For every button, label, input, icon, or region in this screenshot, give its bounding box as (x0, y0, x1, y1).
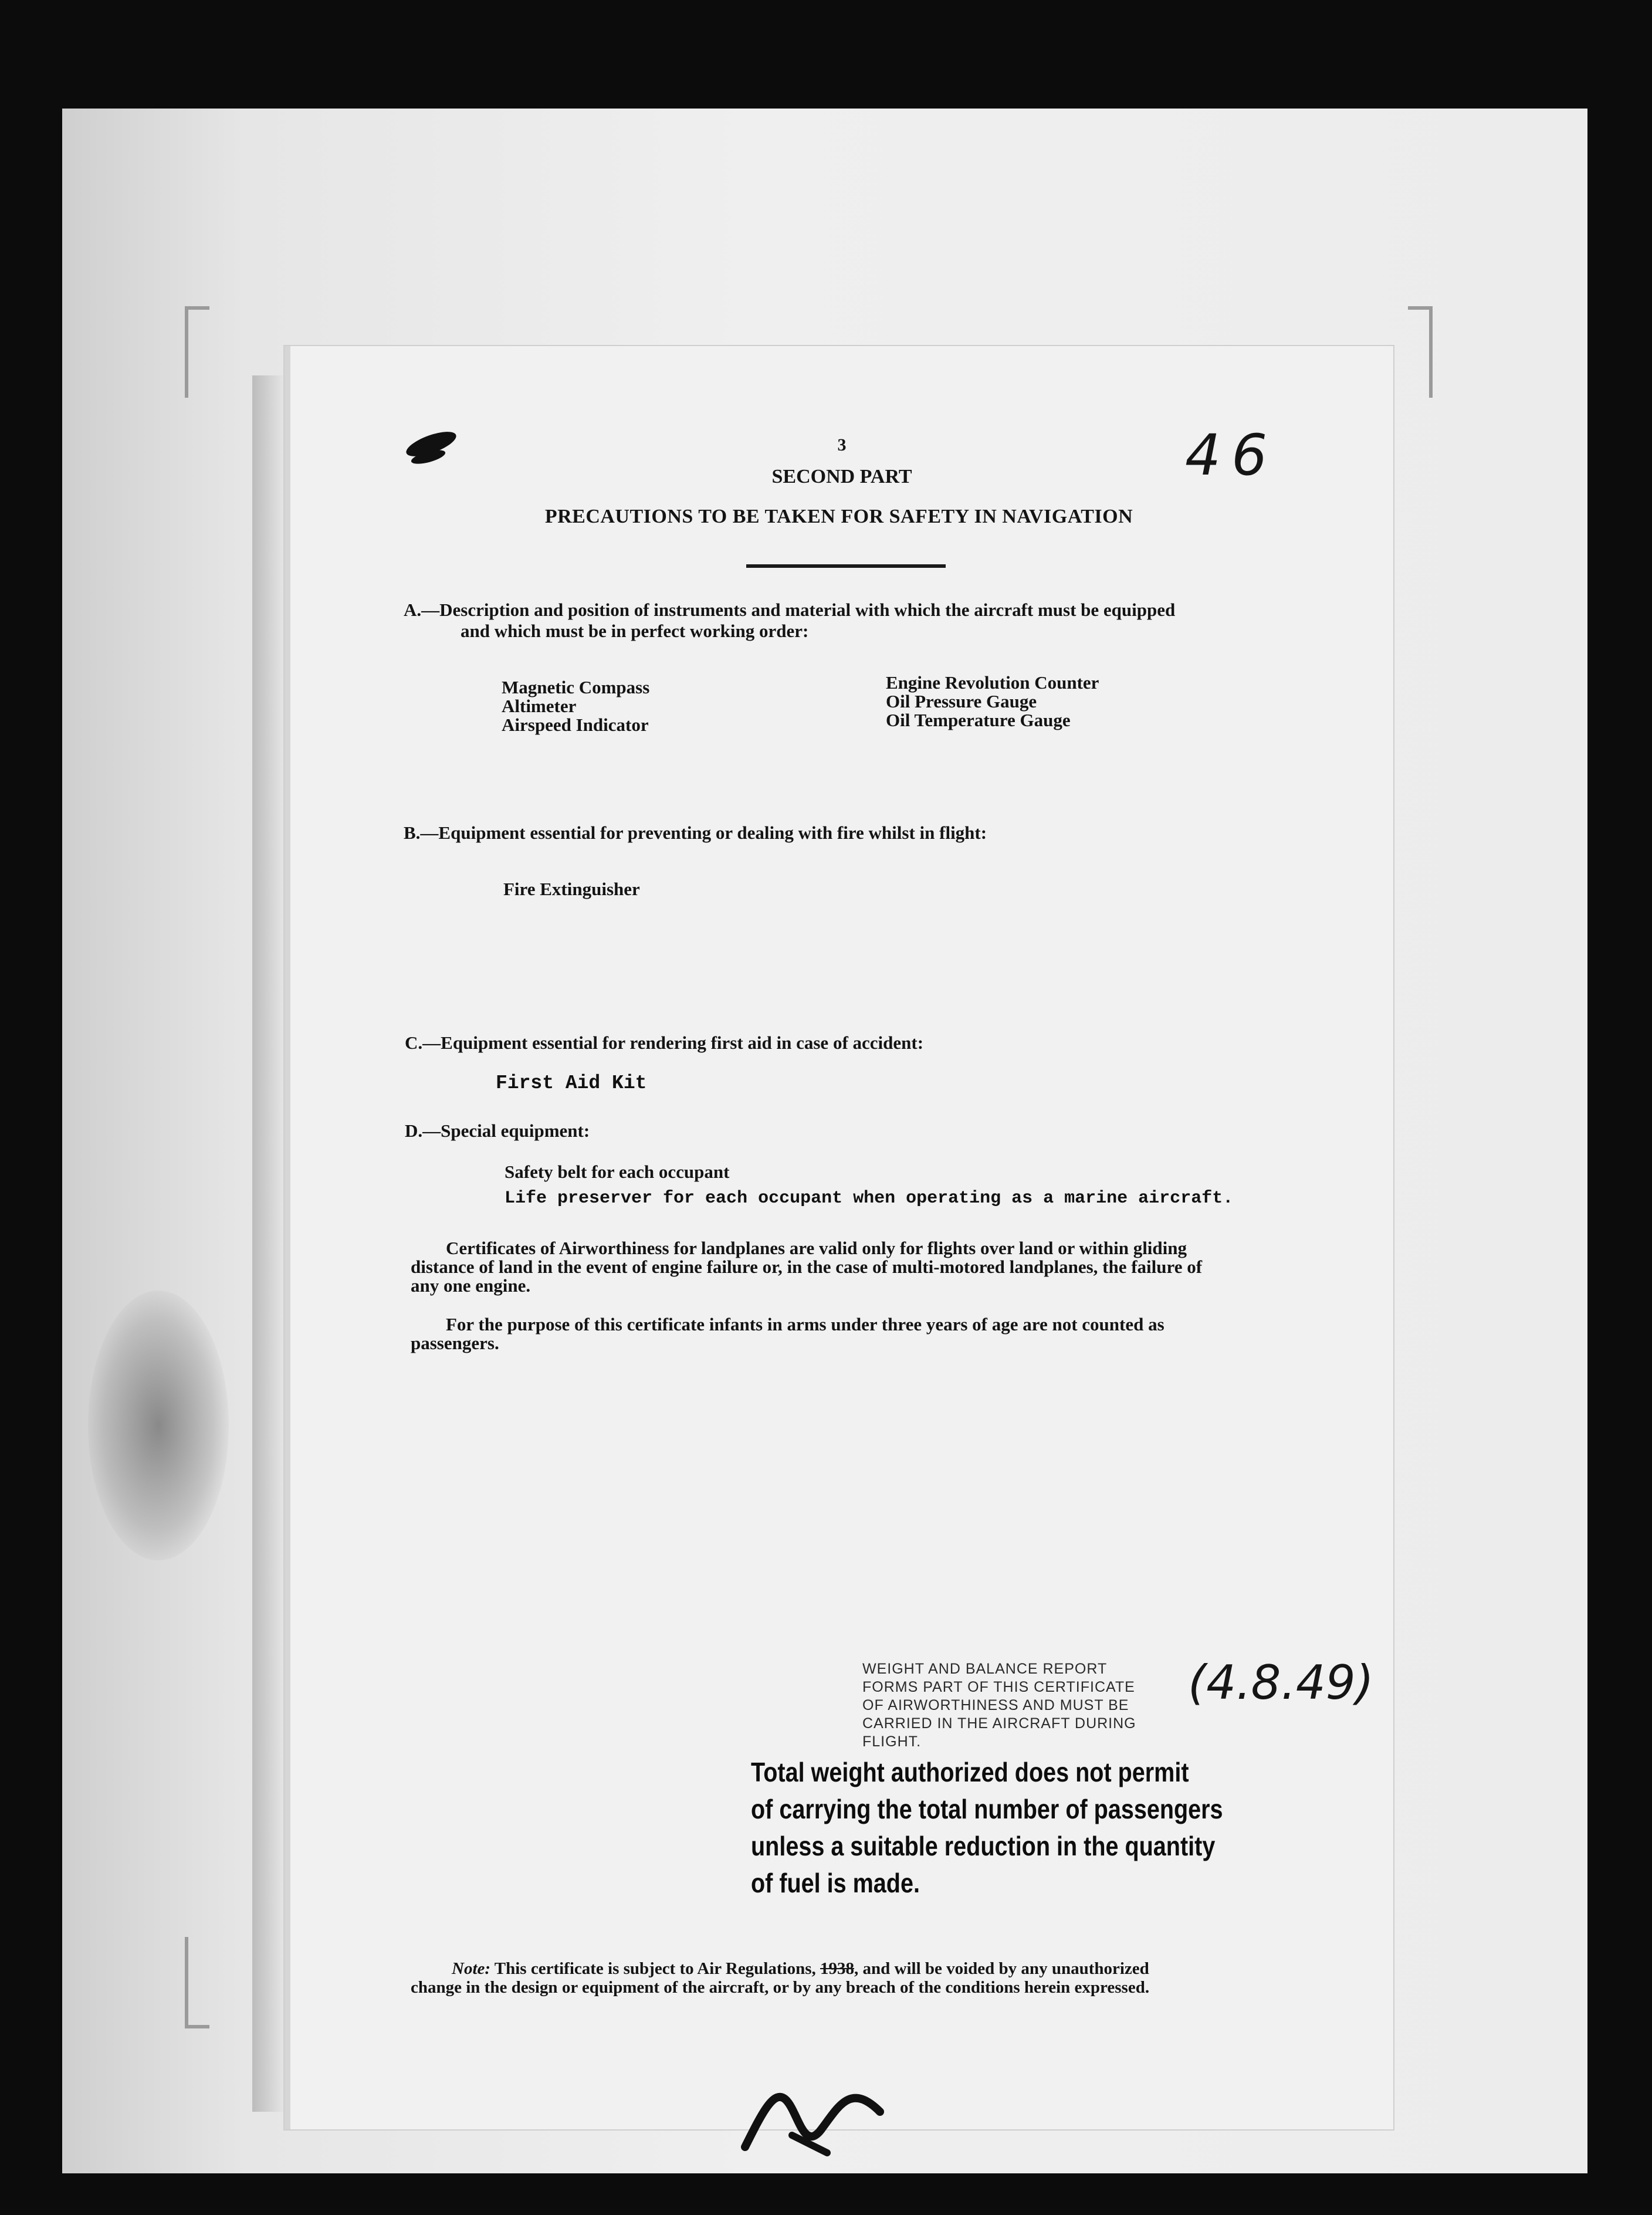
note-text (411, 1959, 1149, 1997)
page-number: 3 (837, 435, 847, 455)
instrument-item: Magnetic Compass (502, 677, 650, 697)
handwritten-date: (4.8.49) (1188, 1655, 1374, 1710)
instrument-item: Altimeter (502, 696, 577, 716)
section-c-text: C.—Equipment essential for rendering first aid in case of accident: (405, 1032, 924, 1053)
infants-paragraph-line2: passengers. (411, 1333, 499, 1353)
note-line1 (411, 1959, 1149, 1978)
stamp-line: of fuel is made. (751, 1868, 920, 1898)
landplanes-paragraph-line3: any one engine. (411, 1275, 531, 1296)
infants-paragraph-line1: For the purpose of this certificate infants in arms under three years of age are not counted as (446, 1314, 1164, 1335)
section-d-text: D.—Special equipment: (405, 1120, 590, 1141)
stamp-line: CARRIED IN THE AIRCRAFT DURING (862, 1715, 1136, 1732)
stamp-line: Total weight authorized does not permit (751, 1757, 1189, 1787)
fire-equipment-item: Fire Extinguisher (503, 879, 640, 899)
corner-bracket-top-left (185, 306, 209, 398)
landplanes-paragraph-line2: distance of land in the event of engine failure or, in the case of multi-motored landplanes, the failure of (411, 1256, 1203, 1277)
section-title: PRECAUTIONS TO BE TAKEN FOR SAFETY IN NAVIGATION (544, 506, 1133, 527)
instrument-item: Airspeed Indicator (502, 714, 649, 735)
note-label: Note: (452, 1959, 491, 1978)
stamp-line: FORMS PART OF THIS CERTIFICATE (862, 1679, 1135, 1695)
first-aid-item: First Aid Kit (496, 1072, 647, 1094)
stamp-line: of carrying the total number of passengers (751, 1794, 1223, 1824)
stamp-line: WEIGHT AND BALANCE REPORT (862, 1661, 1108, 1677)
landplanes-paragraph-line1: Certificates of Airworthiness for landplanes are valid only for flights over land or within gliding (446, 1238, 1187, 1258)
instrument-item: Oil Pressure Gauge (886, 691, 1037, 712)
corner-bracket-bottom-left (185, 1937, 209, 2028)
note-line2: change in the design or equipment of the aircraft, or by any breach of the conditions herein expressed. (411, 1978, 1150, 1997)
stamp-line: unless a suitable reduction in the quantity (751, 1831, 1216, 1861)
stamp-line: FLIGHT. (862, 1733, 922, 1750)
special-equipment-item: Life preserver for each occupant when operating as a marine aircraft. (505, 1188, 1234, 1208)
note-line1-a: This certificate is subject to Air Regulations, (494, 1959, 816, 1978)
weight-restriction-stamp (751, 1754, 1223, 1902)
special-equipment-item: Safety belt for each occupant (505, 1161, 730, 1182)
fingerprint-smudge (88, 1291, 229, 1560)
section-a-text-line1: A.—Description and position of instruments and material with which the aircraft must be equipped (404, 600, 1176, 620)
corner-bracket-top-right (1408, 306, 1433, 398)
instrument-item: Engine Revolution Counter (886, 672, 1099, 693)
note-line1-b: , and will be voided by any unauthorized (854, 1959, 1149, 1978)
part-title: SECOND PART (771, 466, 912, 487)
weight-balance-stamp (862, 1660, 1173, 1751)
struck-year: 1938 (820, 1959, 854, 1978)
sheet-shadow (252, 375, 285, 2112)
stamp-line: OF AIRWORTHINESS AND MUST BE (862, 1697, 1129, 1713)
bottom-scribble (739, 2077, 892, 2159)
instrument-item: Oil Temperature Gauge (886, 710, 1071, 730)
section-b-text: B.—Equipment essential for preventing or dealing with fire whilst in flight: (404, 822, 987, 843)
handwritten-page-number: 46 (1185, 422, 1278, 488)
section-a-text-line2: and which must be in perfect working order: (461, 621, 809, 641)
title-underline (746, 564, 946, 568)
